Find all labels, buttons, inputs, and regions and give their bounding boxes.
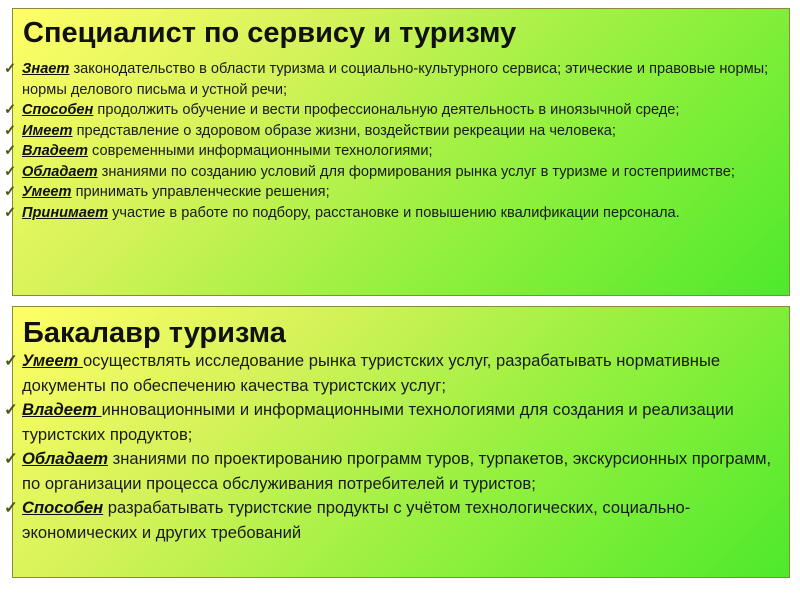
list-item	[4, 447, 783, 496]
item-lead: Принимает	[22, 204, 109, 221]
checkmark-icon: ✓	[4, 449, 18, 468]
list-item	[4, 141, 783, 162]
item-lead: Владеет	[22, 143, 88, 159]
item-lead: Обладает	[22, 163, 98, 180]
item-lead: Знает	[22, 61, 70, 77]
item-text: знаниями по проектированию программ туров, турпакетов, экскурсионных программ, по организации процесса обслуживания потребителей и туристов;	[22, 449, 772, 493]
specialist-list	[4, 59, 783, 223]
item-text: инновационными и информационными технологиями для создания и реализации туристских продуктов;	[22, 400, 734, 444]
checkmark-icon: ✓	[4, 351, 18, 370]
checkmark-icon: ✓	[4, 498, 18, 517]
item-lead: Умеет	[22, 184, 72, 200]
checkmark-icon: ✓	[4, 122, 17, 139]
item-lead: Умеет	[22, 351, 83, 370]
item-text: разрабатывать туристские продукты с учётом технологических, социально-экономических и других требований	[22, 498, 691, 542]
checkmark-icon: ✓	[4, 102, 17, 118]
item-text: законодательство в области туризма и социально-культурного сервиса; этические и правовые нормы; нормы делового письма и устной речи;	[22, 61, 769, 98]
item-text: осуществлять исследование рынка туристских услуг, разрабатывать нормативные документы по обеспечению качества туристских услуг;	[22, 351, 721, 395]
list-item	[4, 121, 783, 142]
checkmark-icon: ✓	[4, 143, 17, 159]
specialist-panel	[4, 8, 790, 296]
item-text: принимать управленческие решения;	[71, 184, 330, 200]
bachelor-panel	[4, 306, 790, 578]
checkmark-icon: ✓	[4, 204, 17, 221]
list-item	[4, 349, 783, 398]
bachelor-title: Бакалавр туризма	[23, 317, 286, 349]
item-text: современными информационными технологиями;	[87, 143, 433, 159]
checkmark-icon: ✓	[4, 61, 17, 77]
list-item	[4, 182, 783, 203]
list-item	[4, 203, 783, 224]
list-item	[4, 496, 783, 545]
item-text: продолжить обучение и вести профессиональную деятельность в иноязычной среде;	[93, 102, 680, 118]
checkmark-icon: ✓	[4, 184, 17, 200]
item-lead: Обладает	[22, 449, 108, 468]
bachelor-list	[4, 349, 783, 545]
item-text: участие в работе по подбору, расстановке и повышению квалификации персонала.	[108, 204, 680, 221]
item-lead: Способен	[22, 498, 104, 517]
list-item	[4, 100, 783, 121]
list-item	[4, 162, 783, 183]
item-text: знаниями по созданию условий для формирования рынка услуг в туризме и гостеприимстве;	[97, 163, 735, 180]
list-item	[4, 59, 783, 100]
checkmark-icon: ✓	[4, 163, 17, 180]
list-item	[4, 398, 783, 447]
item-lead: Имеет	[22, 122, 73, 139]
specialist-title: Специалист по сервису и туризму	[23, 17, 517, 49]
checkmark-icon: ✓	[4, 400, 18, 419]
item-lead: Способен	[22, 102, 94, 118]
item-lead: Владеет	[22, 400, 102, 419]
item-text: представление о здоровом образе жизни, воздействии рекреации на человека;	[72, 122, 616, 139]
